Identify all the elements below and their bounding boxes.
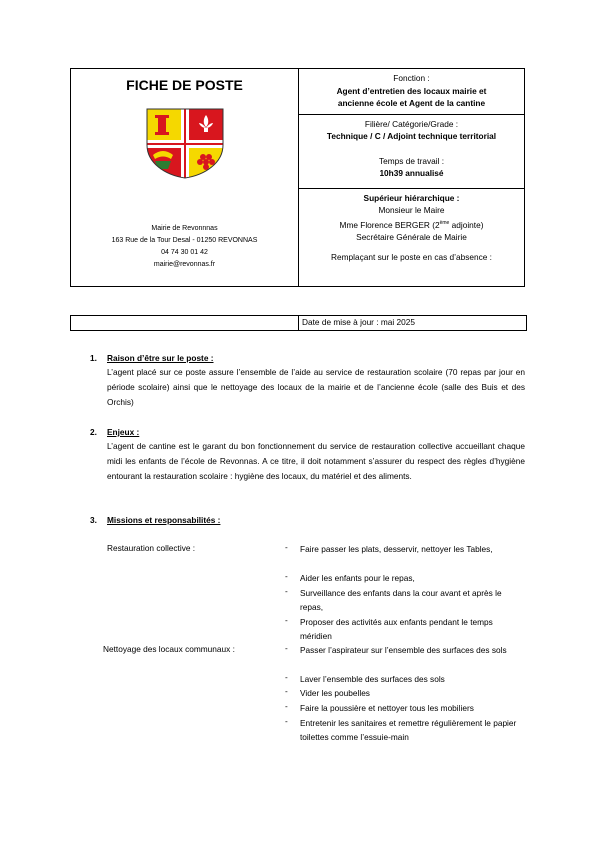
mairie-name: Mairie de Revonnnas xyxy=(151,225,218,232)
section-number: 2. xyxy=(90,427,97,437)
remplacant-label: Remplaçant sur le poste en cas d’absence : xyxy=(331,252,492,263)
superieur-adjointe-sup: ème xyxy=(439,219,450,226)
superieur-adjointe xyxy=(302,217,521,231)
section-heading: Raison d’être sur le poste : xyxy=(107,353,214,363)
section-number: 1. xyxy=(90,353,97,363)
mairie-info xyxy=(71,223,298,271)
superieur-adjointe-role: adjointe) xyxy=(449,219,484,230)
page-title: FICHE DE POSTE xyxy=(126,77,243,93)
list-item-text: Passer l’aspirateur sur l’ensemble des surfaces des sols xyxy=(300,645,507,655)
list-item-text: Vider les poubelles xyxy=(300,688,370,698)
superieur-label: Supérieur hiérarchique : xyxy=(363,192,460,203)
date-row xyxy=(70,315,527,331)
superieur-cell xyxy=(299,188,525,286)
section-heading: Enjeux : xyxy=(107,427,140,437)
date-maj: Date de mise à jour : mai 2025 xyxy=(302,317,415,327)
superieur-secretaire: Secrétaire Générale de Mairie xyxy=(356,231,467,242)
date-row-divider xyxy=(298,316,299,330)
header-left-cell xyxy=(71,69,299,287)
superieur-adjointe-name: Mme Florence BERGER (2 xyxy=(339,219,440,230)
list-item-text: Entretenir les sanitaires et remettre régulièrement le papier toilettes comme l’essuie-main xyxy=(300,718,517,742)
mission-category-nettoyage: Nettoyage des locaux communaux : xyxy=(103,644,235,654)
list-item-text: Surveillance des enfants dans la cour avant et après le repas, xyxy=(300,588,502,612)
filiere-label: Filière/ Catégorie/Grade : xyxy=(364,118,459,129)
temps-label: Temps de travail : xyxy=(378,155,445,166)
list-item-text: Proposer des activités aux enfants pendant le temps méridien xyxy=(300,617,493,641)
section-number: 3. xyxy=(90,515,97,525)
section-1-text: L’agent placé sur ce poste assure l’ensemble de l’aide au service de restauration scolaire (70 repas par jour en période scolaire) ainsi que le nettoyage des locaux de la mairie et de l’ancienne école (salle des Buis et des Orchis) xyxy=(107,367,525,407)
fonction-value-1: Agent d’entretien des locaux mairie et xyxy=(336,85,487,96)
superieur-maire: Monsieur le Maire xyxy=(378,205,445,215)
list-item-text: Laver l’ensemble des surfaces des sols xyxy=(300,674,445,684)
list-item-text: Faire passer les plats, desservir, nettoyer les Tables, xyxy=(300,544,493,554)
temps-value: 10h39 annualisé xyxy=(379,168,444,178)
section-heading: Missions et responsabilités : xyxy=(107,515,221,525)
header-table xyxy=(70,68,525,287)
section-2-text: L’agent de cantine est le garant du bon fonctionnement du service de restauration collective accueillant chaque midi les enfants de l’école de Revonnas. A ce titre, il doit notamment s’assurer du respect des règles d’hygiène entourant la restauration scolaire : hygiène des locaux, du matériel et des aliments. xyxy=(107,441,525,481)
fonction-value-2: ancienne école et Agent de la cantine xyxy=(337,98,486,108)
mission-category-restauration: Restauration collective : xyxy=(107,543,196,553)
list-item-text: Faire la poussière et nettoyer tous les mobiliers xyxy=(300,703,474,713)
filiere-cell xyxy=(299,114,525,188)
mairie-address: 163 Rue de la Tour Desal - 01250 REVONNAS xyxy=(111,237,258,244)
list-item-text: Aider les enfants pour le repas, xyxy=(300,573,415,583)
fonction-cell xyxy=(299,69,525,115)
coat-of-arms-icon xyxy=(143,107,227,179)
filiere-value: Technique / C / Adjoint technique territorial xyxy=(326,131,497,141)
mairie-phone: 04 74 30 01 42 xyxy=(161,249,208,256)
fonction-label: Fonction : xyxy=(393,73,430,83)
mairie-email: mairie@revonnas.fr xyxy=(153,261,216,268)
